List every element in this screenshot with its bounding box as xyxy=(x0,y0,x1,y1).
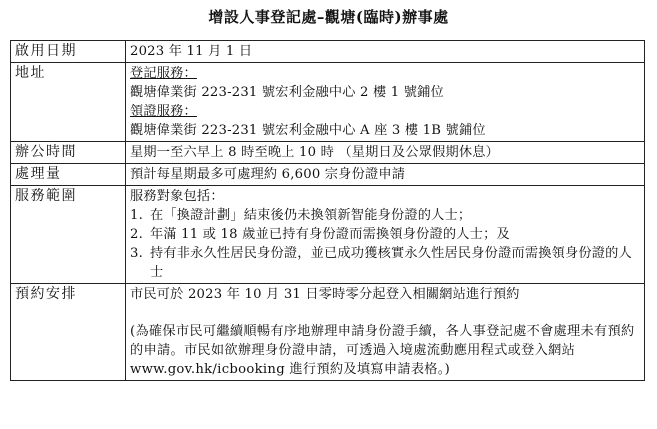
capacity-label: 處理量 xyxy=(11,164,126,186)
booking-value xyxy=(126,284,645,381)
address-label: 地址 xyxy=(11,63,126,142)
booking-note: (為確保市民可繼續順暢有序地辦理申請身份證手續，各人事登記處不會處理未有預約的申請。市民如欲辦理身份證申請，可透過入境處流動應用程式或登入網站 www.gov.hk/icbooking 進行預約及填寫申請表格。) xyxy=(130,324,635,377)
service-scope-intro: 服務對象包括： xyxy=(130,189,224,204)
collection-service-heading: 領證服務： xyxy=(130,104,197,119)
spacer xyxy=(130,304,638,322)
list-item-text: 持有非永久性居民身份證，並已成功獲核實永久性居民身份證而需換領身份證的人士 xyxy=(150,246,632,280)
row-booking xyxy=(11,284,645,381)
row-address xyxy=(11,63,645,142)
list-item xyxy=(130,206,638,225)
list-item-number: 1. xyxy=(130,208,143,223)
opening-date-label: 啟用日期 xyxy=(11,41,126,63)
row-office-hours xyxy=(11,142,645,164)
office-hours-label: 辦公時間 xyxy=(11,142,126,164)
list-item-text: 年滿 11 或 18 歲並已持有身份證而需換領身份證的人士；及 xyxy=(150,227,510,242)
row-opening-date xyxy=(11,41,645,63)
list-item xyxy=(130,225,638,244)
registration-service-heading: 登記服務： xyxy=(130,66,197,81)
office-info-table xyxy=(10,40,645,381)
opening-date-value: 2023 年 11 月 1 日 xyxy=(126,41,645,63)
service-scope-value xyxy=(126,186,645,284)
capacity-value: 預計每星期最多可處理約 6,600 宗身份證申請 xyxy=(126,164,645,186)
address-value xyxy=(126,63,645,142)
list-item-number: 3. xyxy=(130,246,143,261)
booking-label: 預約安排 xyxy=(11,284,126,381)
row-service-scope xyxy=(11,186,645,284)
registration-service-address: 觀塘偉業街 223-231 號宏利金融中心 2 樓 1 號鋪位 xyxy=(130,85,444,100)
list-item-number: 2. xyxy=(130,227,143,242)
list-item-text: 在「換證計劃」結束後仍未換領新智能身份證的人士； xyxy=(150,208,472,223)
service-scope-list xyxy=(130,206,638,282)
document-title: 增設人事登記處–觀塘(臨時)辦事處 xyxy=(208,8,449,26)
booking-main-text: 市民可於 2023 年 10 月 31 日零時零分起登入相關網站進行預約 xyxy=(130,287,520,302)
office-hours-value: 星期一至六早上 8 時至晚上 10 時 （星期日及公眾假期休息） xyxy=(126,142,645,164)
collection-service-address: 觀塘偉業街 223-231 號宏利金融中心 A 座 3 樓 1B 號鋪位 xyxy=(130,123,486,138)
list-item xyxy=(130,244,638,282)
service-scope-label: 服務範圍 xyxy=(11,186,126,284)
row-capacity xyxy=(11,164,645,186)
